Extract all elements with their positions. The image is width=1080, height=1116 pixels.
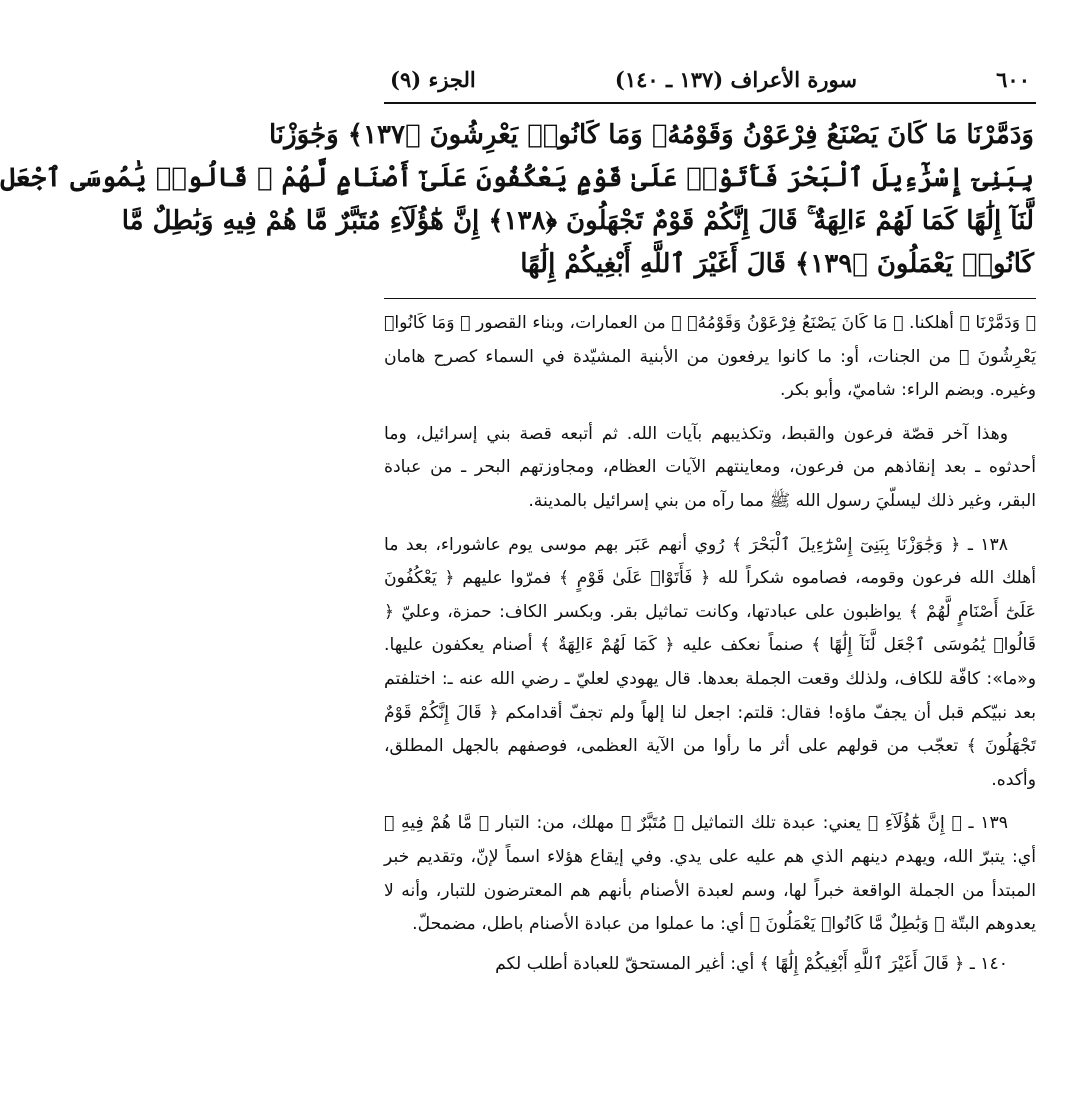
surah-title: سورة الأعراف (١٣٧ ـ ١٤٠)	[614, 66, 857, 92]
commentary-paragraph: ١٤٠ ـ ﴿ قَالَ أَغَيْرَ ٱللَّهِ أَبْغِيكُمْ إِلَٰهًا ﴾ أي: أغير المستحقّ للعبادة أطلب لكم	[495, 953, 1008, 974]
tafsir-commentary	[384, 307, 1036, 981]
commentary-paragraph: ١٣٨ ـ ﴿ وَجَٰوَزْنَا بِبَنِىٓ إِسْرَٰٓءِيلَ ٱلْبَحْرَ ﴾ رُوي أنهم عَبَر بهم موسى يوم عاشوراء، بعد ما أهلك الله فرعون وقومه، فصاموه شكراً لله ﴿ فَأَتَوْا۟ عَلَىٰ قَوْمٍ ﴾ فمرّوا عليهم ﴿ يَعْكُفُونَ عَلَىٰٓ أَصْنَامٍ لَّهُمْ ﴾ يواظبون على عبادتها، وكانت تماثيل بقر. وبكسر الكاف: حمزة، وعليّ ﴿ قَالُوا۟ يَٰمُوسَى ٱجْعَل لَّنَآ إِلَٰهًا ﴾ صنماً نعكف عليه ﴿ كَمَا لَهُمْ ءَالِهَةٌ ﴾ أصنام يعكفون عليها. و«ما»: كافّة للكاف، ولذلك وقعت الجملة بعدها. قال يهودي لعليّ ـ رضي الله عنه ـ: اختلفتم بعد نبيّكم قبل أن يجفّ ماؤه! فقال: قلتم: اجعل لنا إلهاً ولم تجفّ أقدامكم ﴿ قَالَ إِنَّكُمْ قَوْمٌ تَجْهَلُونَ ﴾ تعجّب من قولهم على أثر ما رأوا من الآية العظمى، فوصفهم بالجهل المطلق، وأكده.	[384, 534, 1036, 790]
quran-verses	[0, 114, 1036, 286]
commentary-paragraph: ﴿ وَدَمَّرْنَا ﴾ أهلكنا. ﴿ مَا كَانَ يَصْنَعُ فِرْعَوْنُ وَقَوْمُهُۥ ﴾ من العمارات، وبناء القصور ﴿ وَمَا كَانُوا۟ يَعْرِشُونَ ﴾ من الجنات، أو: ما كانوا يرفعون من الأبنية المشيّدة في السماء كصرح هامان وغيره. وبضم الراء: شاميّ، وأبو بكر.	[384, 313, 1036, 401]
quran-line: بِبَنِىٓ إِسْرَٰٓءِيلَ ٱلْبَحْرَ فَأَتَوْا۟ عَلَىٰ قَوْمٍ يَعْكُفُونَ عَلَىٰٓ أَصْنَامٍ لَّهُمْ ۚ قَالُوا۟ يَٰمُوسَى ٱجْعَل	[0, 163, 1034, 193]
book-page	[0, 60, 1036, 1100]
juz-label: الجزء (٩)	[390, 66, 476, 92]
quran-line: وَدَمَّرْنَا مَا كَانَ يَصْنَعُ فِرْعَوْنُ وَقَوْمُهُۥ وَمَا كَانُوا۟ يَعْرِشُونَ ﴿١٣٧﴾ وَجَٰوَزْنَا	[268, 120, 1034, 150]
verses-rule	[384, 298, 1036, 299]
commentary-paragraph: وهذا آخر قصّة فرعون والقبط، وتكذيبهم بآيات الله. ثم أتبعه قصة بني إسرائيل، وما أحدثوه ـ بعد إنقاذهم من فرعون، ومعاينتهم الآيات العظام، ومجاوزتهم البحر ـ من عبادة البقر، وغير ذلك ليسلّيَ رسول الله ﷺ مما رآه من بني إسرائيل بالمدينة.	[384, 423, 1036, 511]
commentary-paragraph: ١٣٩ ـ ﴿ إِنَّ هَٰٓؤُلَآءِ ﴾ يعني: عبدة تلك التماثيل ﴿ مُتَبَّرٌ ﴾ مهلك، من: التبار ﴿ مَّا هُمْ فِيهِ ﴾ أي: يتبرّ الله، ويهدم دينهم الذي هم عليه على يدي. وفي إيقاع هؤلاء اسماً لإنّ، وتقديم خبر المبتدأ من الجملة الواقعة خبراً لها، وسم لعبدة الأصنام بأنهم هم المعترضون للتبار، وأنه لا يعدوهم البتّة ﴿ وَبَٰطِلٌ مَّا كَانُوا۟ يَعْمَلُونَ ﴾ أي: ما عملوا من عبادة الأصنام باطل، مضمحلّ.	[384, 813, 1036, 935]
quran-line: لَّنَآ إِلَٰهًا كَمَا لَهُمْ ءَالِهَةٌ ۚ قَالَ إِنَّكُمْ قَوْمٌ تَجْهَلُونَ ﴿١٣٨﴾ إِنَّ هَٰٓؤُلَآءِ مُتَبَّرٌ مَّا هُمْ فِيهِ وَبَٰطِلٌ مَّا	[121, 206, 1034, 236]
header-rule	[384, 102, 1036, 104]
quran-line: كَانُوا۟ يَعْمَلُونَ ﴿١٣٩﴾ قَالَ أَغَيْرَ ٱللَّهِ أَبْغِيكُمْ إِلَٰهًا	[520, 249, 1034, 279]
page-header	[384, 60, 1036, 98]
page-number: ٦٠٠	[996, 66, 1030, 92]
